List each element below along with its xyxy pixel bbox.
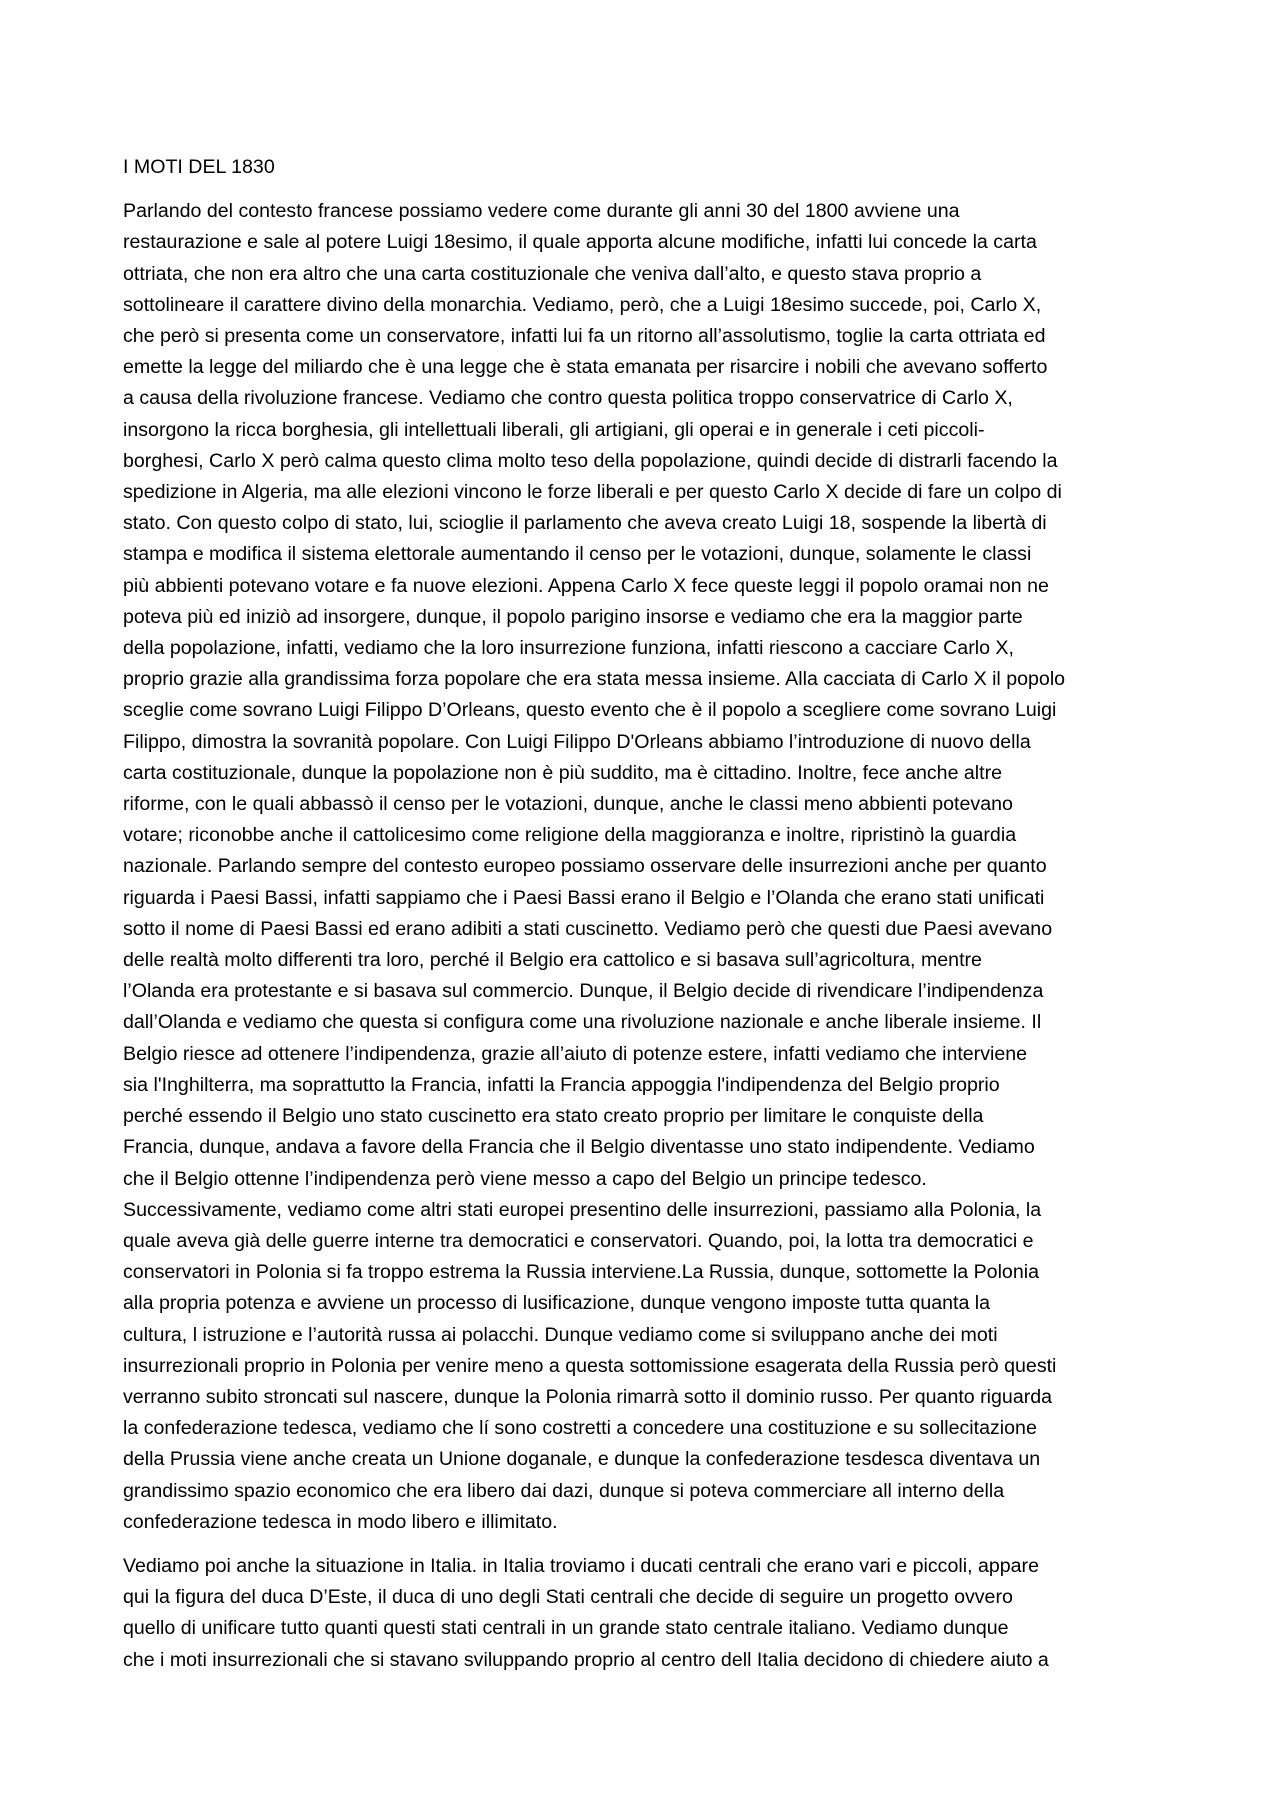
text-line: che i moti insurrezionali che si stavano sviluppando proprio al centro dell Italia decidono di chiedere aiuto a: [123, 1648, 1049, 1671]
text-line: insorgono la ricca borghesia, gli intellettuali liberali, gli artigiani, gli operai e in generale i ceti piccoli-: [123, 418, 985, 441]
text-line: sceglie come sovrano Luigi Filippo D’Orleans, questo evento che è il popolo a scegliere come sovrano Luigi: [123, 699, 1057, 722]
text-line: più abbienti potevano votare e fa nuove elezioni. Appena Carlo X fece queste leggi il popolo oramai non ne: [123, 574, 1049, 597]
text-line: riguarda i Paesi Bassi, infatti sappiamo che i Paesi Bassi erano il Belgio e l’Olanda che erano stati unificati: [123, 886, 1045, 909]
text-line: proprio grazie alla grandissima forza popolare che era stata messa insieme. Alla cacciata di Carlo X il popolo: [123, 668, 1066, 691]
text-line: Filippo, dimostra la sovranità popolare. Con Luigi Filippo D'Orleans abbiamo l’introduzione di nuovo della: [123, 730, 1031, 753]
text-line: sia l'Inghilterra, ma soprattutto la Francia, infatti la Francia appoggia l'indipendenza del Belgio proprio: [123, 1073, 1000, 1096]
text-line: Vediamo poi anche la situazione in Italia. in Italia troviamo i ducati centrali che erano vari e piccoli, appare: [123, 1554, 1039, 1577]
text-line: la confederazione tedesca, vediamo che lí sono costretti a concedere una costituzione e su sollecitazione: [123, 1417, 1037, 1440]
document-body: [123, 152, 1169, 1689]
text-line: stato. Con questo colpo di stato, lui, scioglie il parlamento che aveva creato Luigi 18, sospende la libertà di: [123, 512, 1047, 535]
text-line: delle realtà molto differenti tra loro, perché il Belgio era cattolico e si basava sull’agricoltura, mentre: [123, 949, 982, 972]
paragraph: [123, 1551, 1169, 1676]
text-line: cultura, l istruzione e l’autorità russa ai polacchi. Dunque vediamo come si sviluppano anche dei moti: [123, 1323, 998, 1346]
text-line: carta costituzionale, dunque la popolazione non è più suddito, ma è cittadino. Inoltre, fece anche altre: [123, 761, 1003, 784]
text-line: sotto il nome di Paesi Bassi ed erano adibiti a stati cuscinetto. Vediamo però che questi due Paesi avevano: [123, 917, 1053, 940]
paragraph-container: [123, 196, 1169, 1676]
text-line: emette la legge del miliardo che è una legge che è stata emanata per risarcire i nobili che avevano sofferto: [123, 356, 1048, 379]
text-line: a causa della rivoluzione francese. Vediamo che contro questa politica troppo conservatrice di Carlo X,: [123, 387, 1013, 410]
text-line: che però si presenta come un conservatore, infatti lui fa un ritorno all’assolutismo, toglie la carta ottriata ed: [123, 325, 1046, 348]
text-line: borghesi, Carlo X però calma questo clima molto teso della popolazione, quindi decide di distrarli facendo la: [123, 449, 1058, 472]
text-line: Successivamente, vediamo come altri stati europei presentino delle insurrezioni, passiamo alla Polonia, la: [123, 1198, 1042, 1221]
text-line: confederazione tedesca in modo libero e illimitato.: [123, 1510, 558, 1533]
text-line: quale aveva già delle guerre interne tra democratici e conservatori. Quando, poi, la lotta tra democratici e: [123, 1229, 1034, 1252]
text-line: spedizione in Algeria, ma alle elezioni vincono le forze liberali e per questo Carlo X decide di fare un colpo di: [123, 481, 1062, 504]
text-line: qui la figura del duca D’Este, il duca di uno degli Stati centrali che decide di seguire un progetto ovvero: [123, 1586, 1013, 1609]
text-line: insurrezionali proprio in Polonia per venire meno a questa sottomissione esagerata della Russia però questi: [123, 1354, 1057, 1377]
text-line: ottriata, che non era altro che una carta costituzionale che veniva dall’alto, e questo stava proprio a: [123, 262, 982, 285]
text-line: restaurazione e sale al potere Luigi 18esimo, il quale apporta alcune modifiche, infatti lui concede la carta: [123, 231, 1037, 254]
text-line: della popolazione, infatti, vediamo che la loro insurrezione funziona, infatti riescono a cacciare Carlo X,: [123, 637, 1014, 660]
paragraph: [123, 196, 1169, 1538]
text-line: riforme, con le quali abbassò il censo per le votazioni, dunque, anche le classi meno abbienti potevano: [123, 793, 1013, 816]
text-line: perché essendo il Belgio uno stato cuscinetto era stato creato proprio per limitare le conquiste della: [123, 1105, 984, 1128]
text-line: stampa e modifica il sistema elettorale aumentando il censo per le votazioni, dunque, solamente le classi: [123, 543, 1032, 566]
text-line: dall’Olanda e vediamo che questa si configura come una rivoluzione nazionale e anche liberale insieme. Il: [123, 1011, 1042, 1034]
text-line: alla propria potenza e avviene un processo di lusificazione, dunque vengono imposte tutta quanta la: [123, 1292, 991, 1315]
text-line: Parlando del contesto francese possiamo vedere come durante gli anni 30 del 1800 avviene una: [123, 200, 960, 223]
text-line: l’Olanda era protestante e si basava sul commercio. Dunque, il Belgio decide di rivendicare l’indipendenza: [123, 980, 1044, 1003]
text-line: poteva più ed iniziò ad insorgere, dunque, il popolo parigino insorse e vediamo che era la maggior parte: [123, 605, 1023, 628]
text-line: grandissimo spazio economico che era libero dai dazi, dunque si poteva commerciare all interno della: [123, 1479, 1005, 1502]
text-line: Francia, dunque, andava a favore della Francia che il Belgio diventasse uno stato indipendente. Vediamo: [123, 1136, 1035, 1159]
document-title: I MOTI DEL 1830: [123, 156, 275, 178]
text-line: votare; riconobbe anche il cattolicesimo come religione della maggioranza e inoltre, ripristinò la guardia: [123, 824, 1017, 847]
text-line: che il Belgio ottenne l’indipendenza però viene messo a capo del Belgio un principe tedesco.: [123, 1167, 927, 1190]
text-line: nazionale. Parlando sempre del contesto europeo possiamo osservare delle insurrezioni anche per quanto: [123, 855, 1047, 878]
text-line: sottolineare il carattere divino della monarchia. Vediamo, però, che a Luigi 18esimo succede, poi, Carlo X,: [123, 293, 1042, 316]
text-line: verranno subito stroncati sul nascere, dunque la Polonia rimarrà sotto il dominio russo. Per quanto riguarda: [123, 1385, 1053, 1408]
text-line: della Prussia viene anche creata un Unione doganale, e dunque la confederazione tesdesca diventava un: [123, 1448, 1041, 1471]
text-line: conservatori in Polonia si fa troppo estrema la Russia interviene.La Russia, dunque, sottomette la Polonia: [123, 1261, 1039, 1284]
text-line: quello di unificare tutto quanti questi stati centrali in un grande stato centrale italiano. Vediamo dunque: [123, 1617, 1009, 1640]
text-line: Belgio riesce ad ottenere l’indipendenza, grazie all’aiuto di potenze estere, infatti vediamo che interviene: [123, 1042, 1028, 1065]
